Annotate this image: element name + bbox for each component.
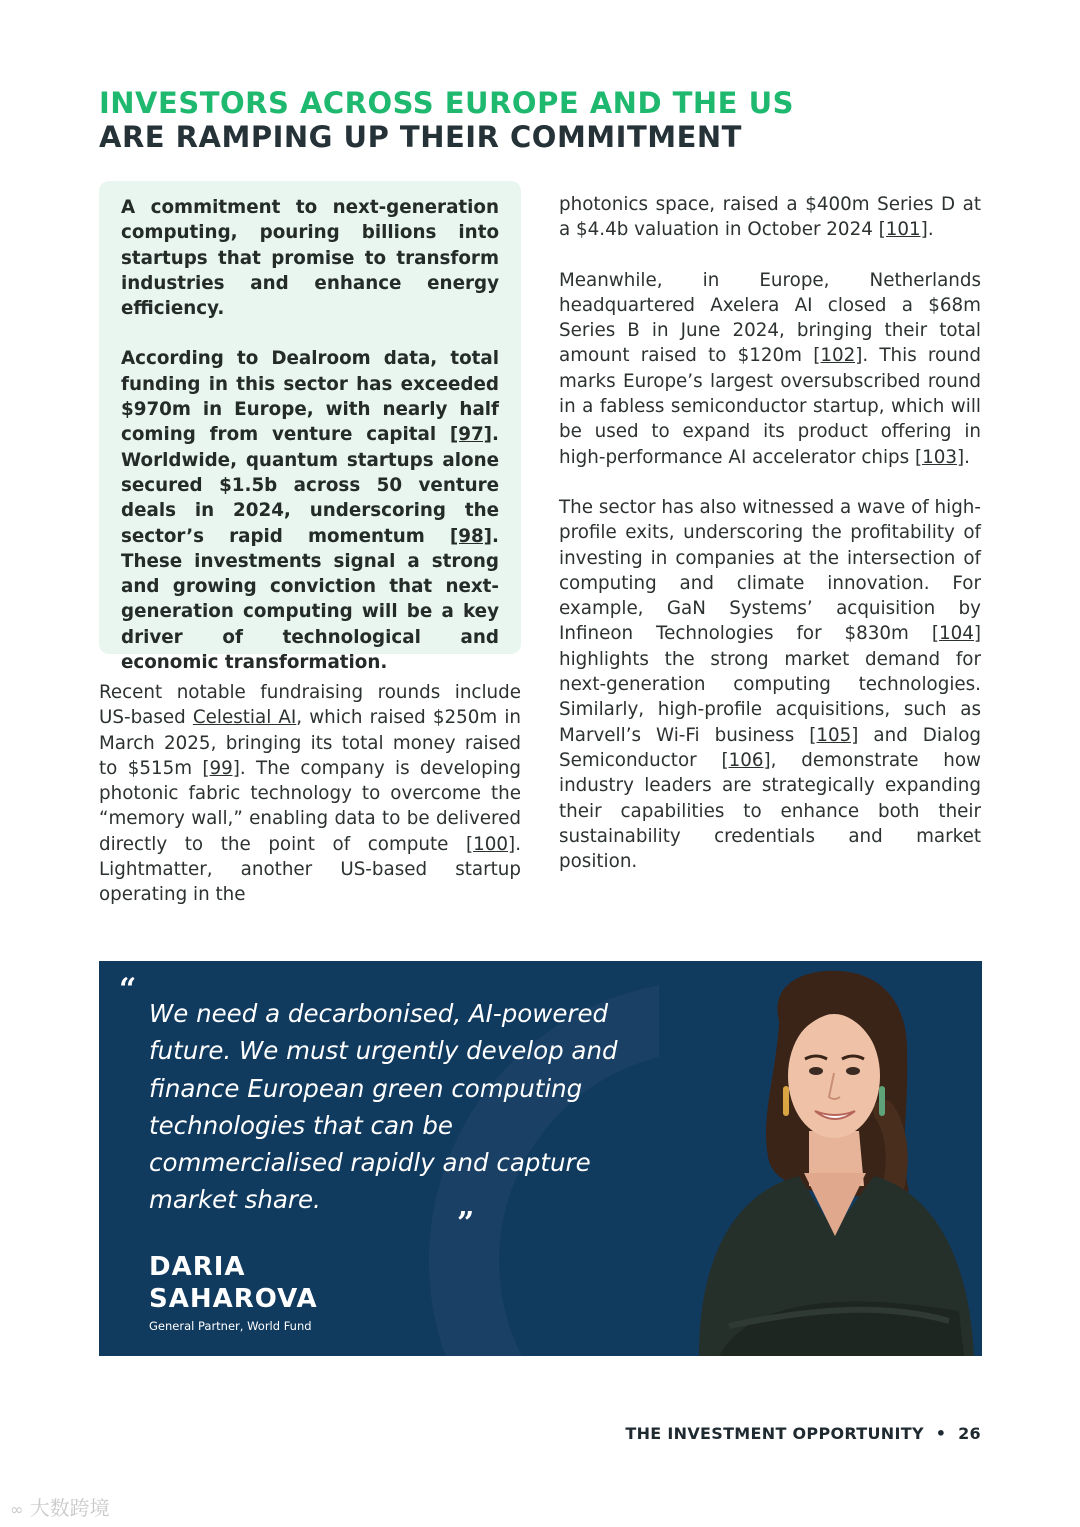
quote-box	[99, 961, 982, 1356]
footer-separator: •	[935, 1424, 947, 1443]
left-paragraph	[99, 680, 521, 908]
watermark-text: 大数跨境	[29, 1496, 110, 1520]
callout-paragraph-1: A commitment to next-generation computing, pouring billions into startups that promise to transform industries and enhance energy efficiency.	[121, 197, 499, 320]
reference-link-106[interactable]: [106]	[721, 749, 771, 771]
right-paragraph-2	[559, 268, 981, 470]
body-text: , demonstrate how industry leaders are strategically expanding their capabilities to enhance both their sustainability credentials and market position.	[559, 749, 982, 873]
author-last-name: SAHAROVA	[149, 1284, 318, 1314]
reference-link-102[interactable]: [102]	[813, 345, 863, 367]
callout-text: . These investments signal a strong and growing conviction that next-generation computing will be a key driver of technological and economic transformation.	[121, 525, 499, 674]
quote-author-name	[149, 1251, 318, 1315]
reference-link-100[interactable]: [100]	[466, 833, 516, 855]
heading-line-1: INVESTORS ACROSS EUROPE AND THE US	[99, 86, 795, 120]
quote-text: We need a decarbonised, AI-powered future. We must urgently develop and finance European green computing technologies that can be commercialised rapidly and capture market share.	[149, 999, 618, 1215]
body-text: photonics space, raised a $400m Series D at a $4.4b valuation in October 2024	[559, 194, 981, 241]
close-quote-mark: ”	[457, 1206, 475, 1241]
author-first-name: DARIA	[149, 1252, 246, 1282]
reference-link-103[interactable]: [103]	[914, 446, 965, 468]
footer-section-title: THE INVESTMENT OPPORTUNITY	[625, 1424, 924, 1443]
body-text: and Dialog Semiconductor	[559, 724, 981, 771]
callout-text: . Worldwide, quantum startups alone secured $1.5b across 50 venture deals in 2024, underscoring the sector’s rapid momentum	[121, 424, 499, 547]
heading-line-2: ARE RAMPING UP THEIR COMMITMENT	[99, 120, 742, 154]
callout-paragraph-2	[121, 346, 499, 675]
body-text: highlights the strong market demand for next-generation computing technologies. Similarly, high-profile acquisitions, such as Marvell’s Wi-Fi business	[559, 648, 981, 746]
reference-link-99[interactable]: [99]	[202, 757, 240, 779]
page-number: 26	[958, 1424, 981, 1443]
watermark-logo-icon: ∞	[10, 1500, 24, 1519]
body-text: The sector has also witnessed a wave of high-profile exits, underscoring the profitability of investing in companies at the intersection of computing and climate innovation. For example, GaN Systems’ acquisition by Infineon Technologies for $830m	[559, 496, 981, 645]
body-text: Meanwhile, in Europe, Netherlands headquartered Axelera AI closed a $68m Series B in June 2024, bringing their total amount raised to $120m	[559, 269, 981, 367]
reference-link-98[interactable]: [98]	[449, 525, 493, 547]
right-paragraph-3	[559, 495, 981, 874]
page-heading	[99, 86, 999, 154]
reference-link-105[interactable]: [105]	[809, 724, 859, 746]
right-column	[559, 192, 981, 899]
watermark	[10, 1492, 110, 1521]
callout-box	[99, 181, 521, 674]
portrait-photo	[659, 961, 982, 1356]
left-column	[99, 680, 521, 908]
open-quote-mark: “	[119, 972, 137, 1007]
body-text: .	[927, 219, 934, 241]
body-text: , which raised $250m in March 2025, bringing its total money raised to $515m	[99, 707, 521, 779]
body-text: .	[964, 446, 970, 468]
body-text: Recent notable fundraising rounds include US-based	[99, 682, 521, 729]
reference-link-97[interactable]: [97]	[449, 424, 493, 446]
body-text: . The company is developing photonic fabric technology to overcome the “memory wall,” enabling data to be delivered directly to the point of compute	[99, 757, 521, 855]
celestial-ai-link[interactable]: Celestial AI	[192, 707, 297, 729]
reference-link-104[interactable]: [104]	[931, 623, 981, 645]
body-text: . Lightmatter, another US-based startup operating in the	[99, 833, 521, 906]
callout-text: According to Dealroom data, total funding in this sector has exceeded $970m in Europe, with nearly half coming from venture capital	[121, 348, 499, 446]
body-text: . This round marks Europe’s largest oversubscribed round in a fabless semiconductor startup, which will be used to expand its product offering in high-performance AI accelerator chips	[559, 345, 981, 468]
page-footer	[625, 1424, 981, 1443]
right-paragraph-1	[559, 192, 981, 243]
quote-author-role: General Partner, World Fund	[149, 1319, 312, 1333]
reference-link-101[interactable]: [101]	[878, 219, 928, 241]
